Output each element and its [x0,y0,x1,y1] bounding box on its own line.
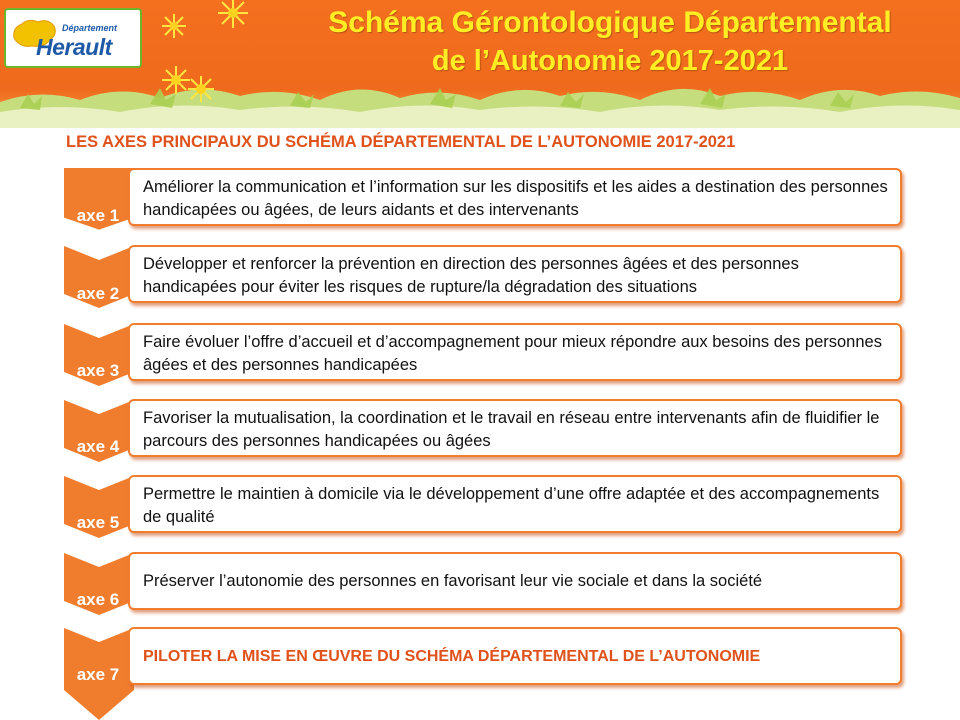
axis-label: axe 3 [76,361,120,380]
axis-box [128,323,902,381]
herault-logo [4,8,142,68]
title-line-1: Schéma Gérontologique Départemental [328,6,892,39]
sparkle-icon [186,74,216,104]
logo-department-label: Département [62,23,118,33]
sparkle-icon [160,12,188,40]
axis-text: Favoriser la mutualisation, la coordination et le travail en réseau entre intervenants afin de fluidifier le parcours des personnes handicapées ou âgées [143,409,880,450]
axis-box [128,475,902,533]
axis-label: axe 7 [76,665,120,684]
axis-text: Améliorer la communication et l’information sur les dispositifs et les aides a destination des personnes handicapées ou âgées, de leurs aidants et des intervenants [143,178,888,219]
leaf-band-decoration [0,78,960,128]
axis-text: PILOTER LA MISE EN ŒUVRE DU SCHÉMA DÉPARTEMENTAL DE L’AUTONOMIE [143,648,761,665]
title-line-2: de l’Autonomie 2017-2021 [431,45,789,77]
axis-label: axe 1 [76,206,120,225]
logo-name: Herault [36,34,112,60]
axis-label: axe 2 [76,284,120,303]
axis-label: axe 6 [76,590,120,609]
axis-label: axe 4 [76,437,120,456]
axis-label: axe 5 [76,513,120,532]
axis-box [128,168,902,226]
page-title [240,4,960,80]
axis-text: Développer et renforcer la prévention en direction des personnes âgées et des personnes handicapées pour éviter les risques de rupture/la dégradation des situations [143,255,799,296]
header-banner [0,0,960,128]
axis-box [128,399,902,457]
axis-box [128,245,902,303]
axis-text: Faire évoluer l’offre d’accueil et d’accompagnement pour mieux répondre aux besoins des personnes âgées et des personnes handicapées [143,333,882,374]
axis-text: Permettre le maintien à domicile via le développement d’une offre adaptée et des accompagnements de qualité [143,485,880,526]
axis-box [128,627,902,685]
axis-box [128,552,902,610]
section-heading: LES AXES PRINCIPAUX DU SCHÉMA DÉPARTEMENTAL DE L’AUTONOMIE 2017-2021 [66,133,736,151]
axis-text: Préserver l’autonomie des personnes en favorisant leur vie sociale et dans la société [143,572,763,590]
